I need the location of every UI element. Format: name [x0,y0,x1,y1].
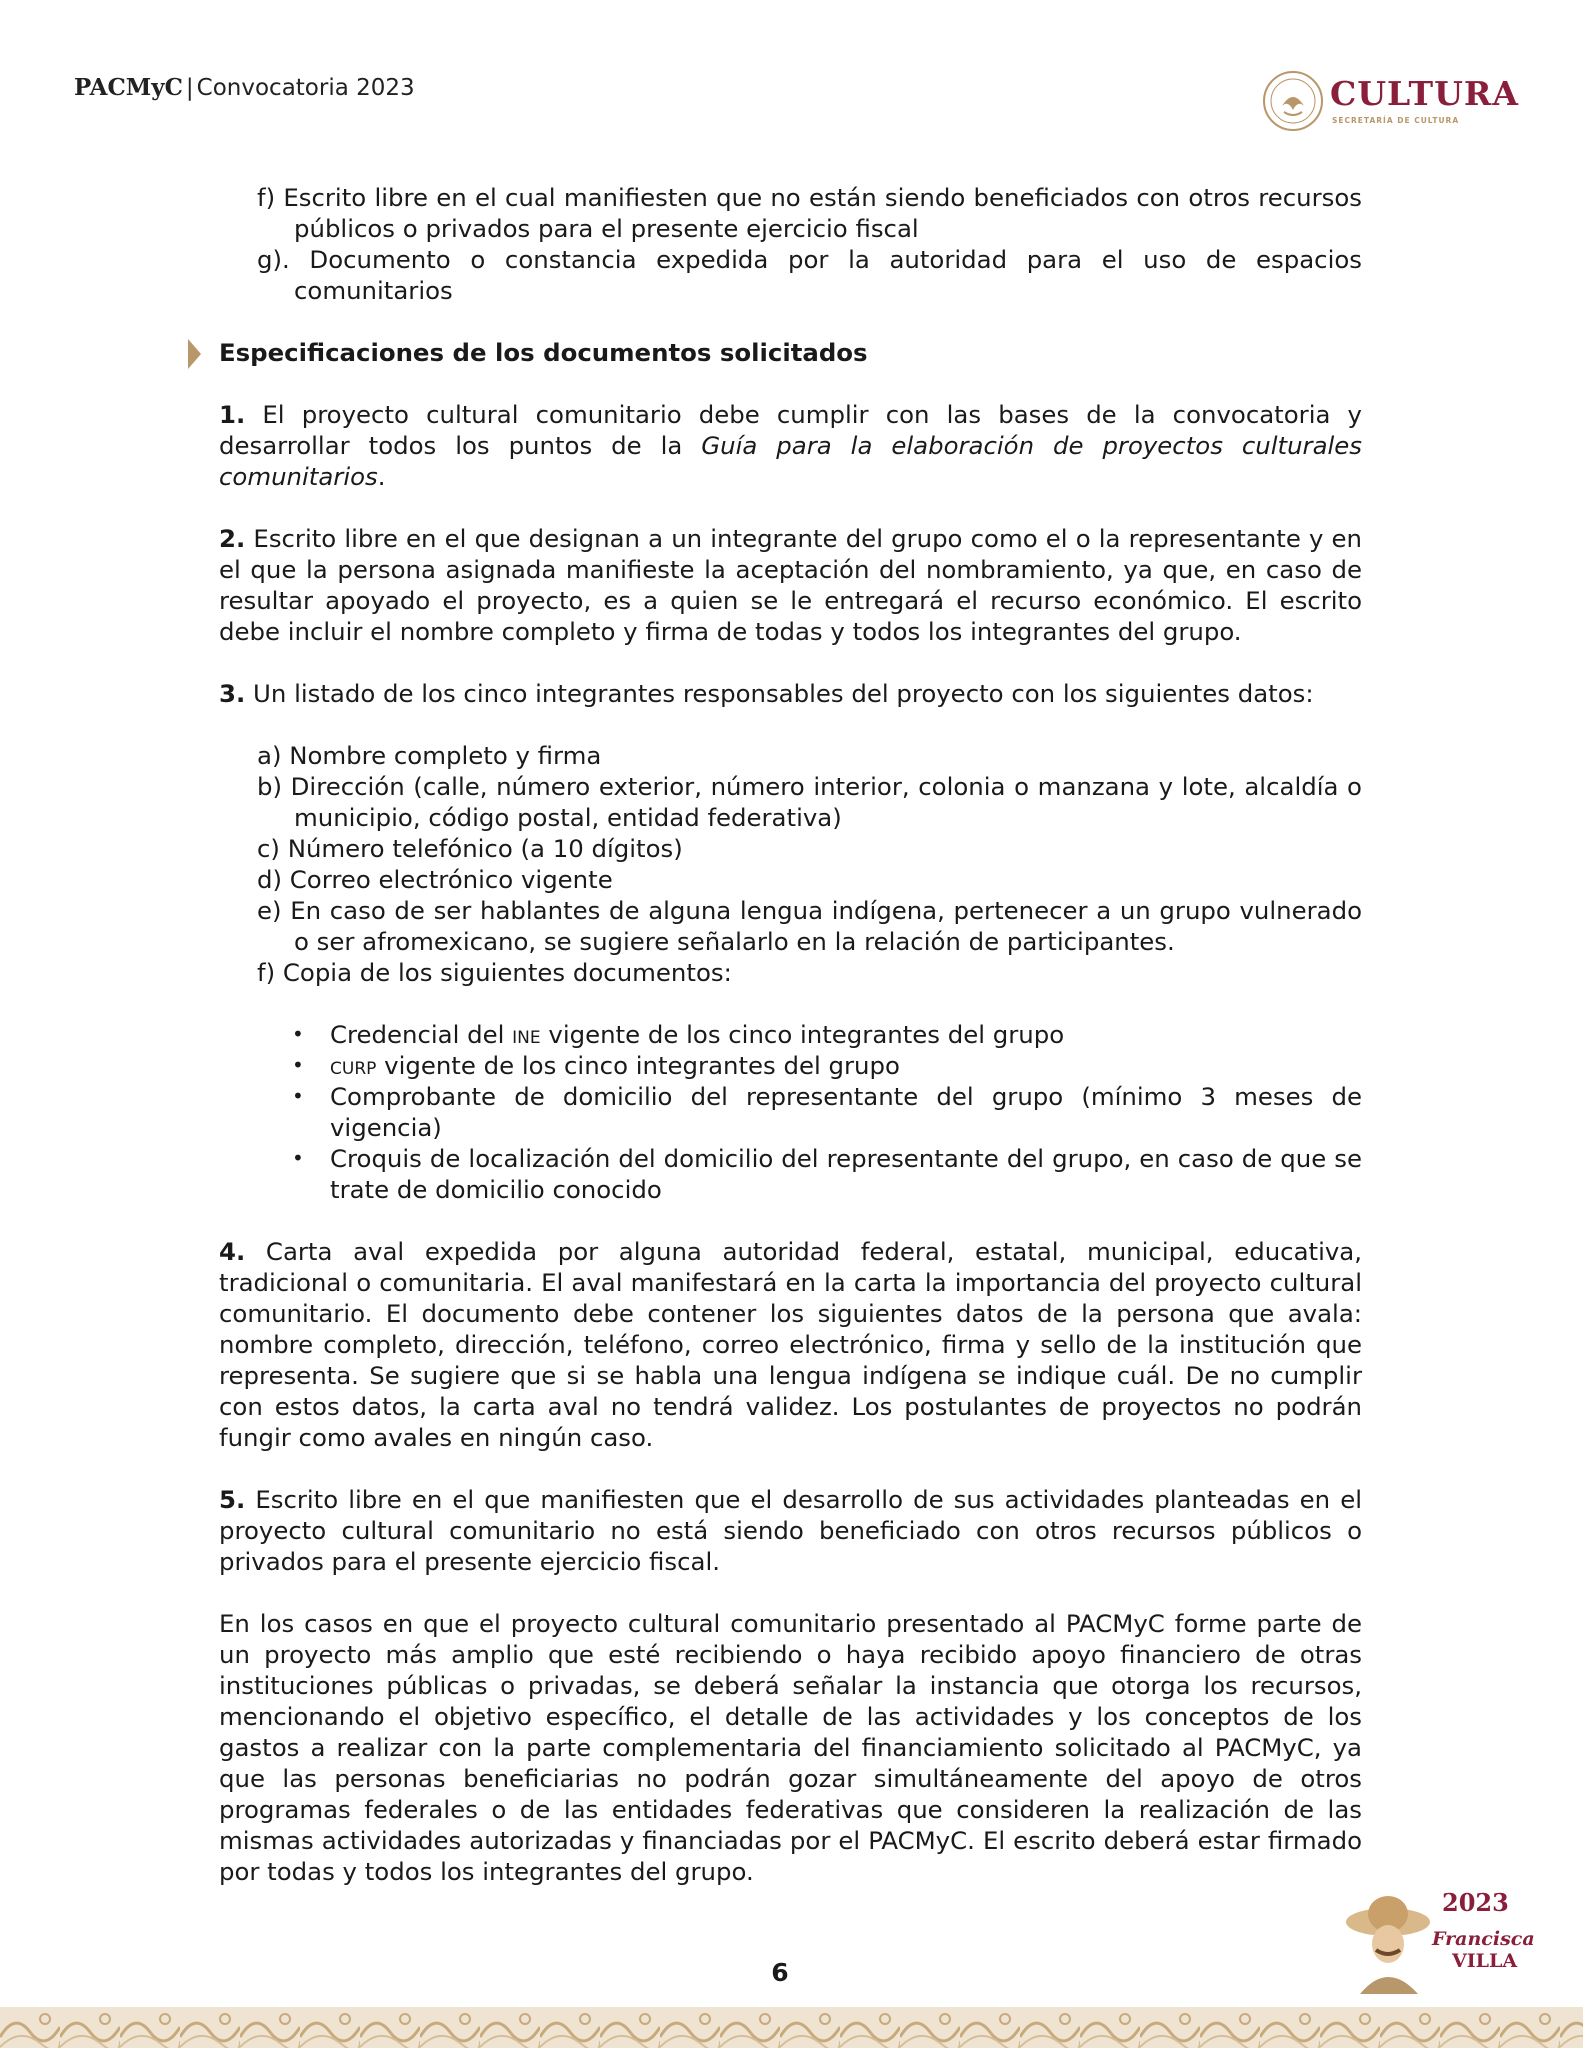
bullet-item: • curp vigente de los cinco integrantes del grupo [292,1051,900,1080]
logo-title: CULTURA [1330,74,1519,113]
cultura-logo [1262,70,1519,136]
list-item: f) Copia de los siguientes documentos: [257,958,732,987]
list-item: g). Documento o constancia expedida por la autoridad para el uso de espacios comunitarios [257,245,1362,305]
page-number: 6 [771,1958,789,1987]
bullet-item: • Comprobante de domicilio del representante del grupo (mínimo 3 meses de vigencia) [292,1082,1362,1142]
list-item: d) Correo electrónico vigente [257,865,613,894]
point-5: 5. Escrito libre en el que manifiesten que el desarrollo de sus actividades planteadas en el proyecto cultural comunitario no está siendo beneficiado con otros recursos públicos o privados para el presente ejercicio fiscal. [219,1485,1362,1576]
point-3-sublist [219,740,1362,988]
anniv-year: 2023 [1442,1888,1509,1917]
decorative-footer-pattern [0,2007,1583,2048]
anniv-name-last: VILLA [1452,1950,1518,1972]
portrait-icon [1336,1888,1446,1998]
section-heading: Especificaciones de los documentos solicitados [219,337,1362,368]
guide-title: Guía para la elaboración de proyectos culturales comunitarios [219,431,1363,491]
list-item: b) Dirección (calle, número exterior, número interior, colonia o manzana y lote, alcaldía o municipio, código postal, entidad federativa) [257,772,1362,832]
closing-paragraph: En los casos en que el proyecto cultural comunitario presentado al PACMyC forme parte de un proyecto más amplio que esté recibiendo o haya recibido apoyo financiero de otras instituciones públicas o privadas, se deberá señalar la instancia que otorga los recursos, mencionando el objetivo específico, el detalle de las actividades y los conceptos de los gastos a realizar con la parte complementaria del financiamiento solicitado al PACMyC, ya que las personas beneficiarias no podrán gozar simultáneamente del apoyo de otros programas federales o de las entidades federativas que consideren la realización de las mismas actividades autorizadas y financiadas por el PACMyC. El escrito deberá estar firmado por todas y todos los integrantes del grupo. [219,1609,1362,1886]
bullet-item: • Credencial del ine vigente de los cinco integrantes del grupo [292,1020,1065,1049]
section-arrow-icon [188,339,201,369]
national-seal-icon [1262,70,1324,132]
point-1: 1. El proyecto cultural comunitario debe cumplir con las bases de la convocatoria y desarrollar todos los puntos de la Guía para la elaboración de proyectos culturales comunitarios. [219,400,1363,491]
point-3: 3. Un listado de los cinco integrantes responsables del proyecto con los siguientes datos: [219,679,1314,708]
list-item: e) En caso de ser hablantes de alguna lengua indígena, pertenecer a un grupo vulnerado o ser afromexicano, se sugiere señalarlo en la relación de participantes. [257,896,1362,956]
header-brand [74,74,415,101]
bullet-item: • Croquis de localización del domicilio del representante del grupo, en caso de que se trate de domicilio conocido [292,1144,1362,1204]
document-body [219,182,1362,1887]
brand-separator: | [185,75,194,101]
point-4: 4. Carta aval expedida por alguna autoridad federal, estatal, municipal, educativa, tradicional o comunitaria. El aval manifestará en la carta la importancia del proyecto cultural comunitario. El documento debe contener los siguientes datos de la persona que avala: nombre completo, dirección, teléfono, correo electrónico, firma y sello de la institución que representa. Se sugiere que si se habla una lengua indígena se indique cuál. De no cumplir con estos datos, la carta aval no tendrá validez. Los postulantes de proyectos no podrán fungir como avales en ningún caso. [219,1237,1362,1452]
documents-bullet-list [219,1019,1362,1205]
anniv-name-first: Francisca [1432,1928,1535,1950]
point-2: 2. Escrito libre en el que designan a un integrante del grupo como el o la representante y en el que la persona asignada manifieste la aceptación del nombramiento, ya que, en caso de resultar apoyado el proyecto, es a quien se le entregará el recurso económico. El escrito debe incluir el nombre completo y firma de todas y todos los integrantes del grupo. [219,524,1363,646]
brand-subtitle: Convocatoria 2023 [196,75,415,101]
brand-name: PACMyC [74,74,183,101]
list-item: a) Nombre completo y firma [257,741,602,770]
list-item: f) Escrito libre en el cual manifiesten que no están siendo beneficiados con otros recursos públicos o privados para el presente ejercicio fiscal [257,183,1362,243]
logo-subtitle: SECRETARÍA DE CULTURA [1332,116,1460,125]
list-item: c) Número telefónico (a 10 dígitos) [257,834,683,863]
francisca-villa-2023-logo [1336,1888,1535,1998]
